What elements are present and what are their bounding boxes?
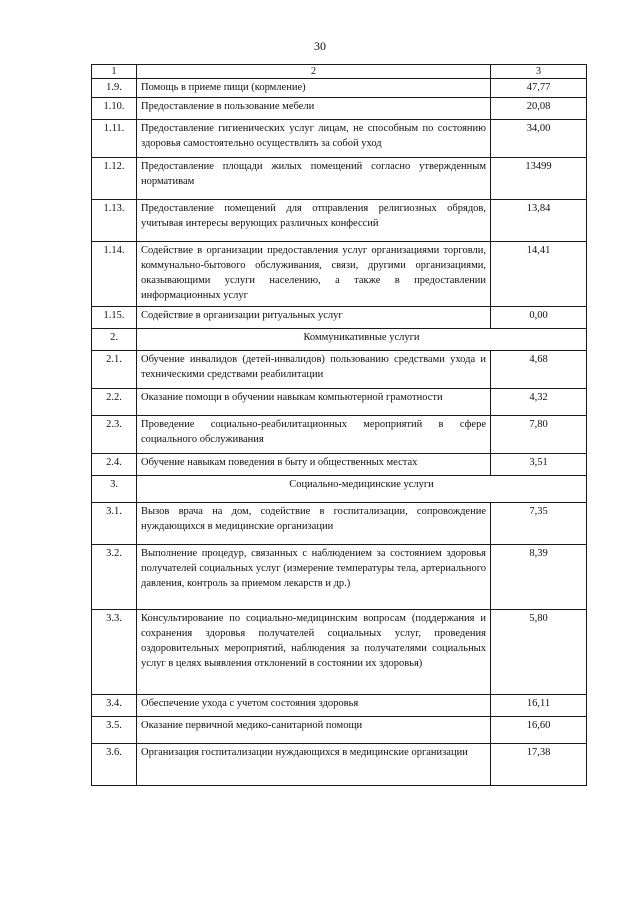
row-number: 1.14. <box>92 242 137 307</box>
table-row <box>92 545 587 610</box>
service-name: Обеспечение ухода с учетом состояния здоровья <box>137 695 491 717</box>
table-row <box>92 695 587 717</box>
table-row <box>92 307 587 329</box>
service-value: 7,35 <box>491 503 587 545</box>
row-number: 3.3. <box>92 610 137 695</box>
section-row <box>92 329 587 351</box>
service-name: Консультирование по социально-медицинским вопросам (поддержания и сохранения здоровья получателей социальных услуг, проведения оздоровительных мероприятий, наблюдения за получателями социальных услуг в целях выявления отклонений в состоянии их здоровья) <box>137 610 491 695</box>
service-name: Обучение навыкам поведения в быту и общественных местах <box>137 454 491 476</box>
service-value: 8,39 <box>491 545 587 610</box>
service-name: Выполнение процедур, связанных с наблюдением за состоянием здоровья получателей социальных услуг (измерение температуры тела, артериального давления, контроль за приемом лекарств и др.) <box>137 545 491 610</box>
row-number: 2.1. <box>92 351 137 389</box>
service-value: 4,68 <box>491 351 587 389</box>
section-row <box>92 476 587 503</box>
table-row <box>92 503 587 545</box>
row-number: 3.2. <box>92 545 137 610</box>
row-number: 1.12. <box>92 158 137 200</box>
section-title: Социально-медицинские услуги <box>137 476 587 503</box>
table-row <box>92 416 587 454</box>
service-name: Обучение инвалидов (детей-инвалидов) пользованию средствами ухода и техническими средствами реабилитации <box>137 351 491 389</box>
row-number: 1.13. <box>92 200 137 242</box>
section-number: 2. <box>92 329 137 351</box>
table-row <box>92 610 587 695</box>
column-header-number: 1 <box>92 65 137 79</box>
table-row <box>92 389 587 416</box>
service-name: Организация госпитализации нуждающихся в медицинские организации <box>137 744 491 786</box>
service-value: 16,11 <box>491 695 587 717</box>
service-name: Оказание помощи в обучении навыкам компьютерной грамотности <box>137 389 491 416</box>
column-header-service: 2 <box>137 65 491 79</box>
service-name: Помощь в приеме пищи (кормление) <box>137 79 491 98</box>
service-name: Вызов врача на дом, содействие в госпитализации, сопровождение нуждающихся в медицинские организации <box>137 503 491 545</box>
service-value: 34,00 <box>491 120 587 158</box>
column-header-value: 3 <box>491 65 587 79</box>
section-number: 3. <box>92 476 137 503</box>
service-name: Предоставление в пользование мебели <box>137 98 491 120</box>
table-row <box>92 242 587 307</box>
row-number: 3.6. <box>92 744 137 786</box>
table-row <box>92 79 587 98</box>
row-number: 1.9. <box>92 79 137 98</box>
row-number: 3.4. <box>92 695 137 717</box>
service-value: 0,00 <box>491 307 587 329</box>
service-name: Предоставление гигиенических услуг лицам, не способным по состоянию здоровья самостоятельно осуществлять за собой уход <box>137 120 491 158</box>
row-number: 2.3. <box>92 416 137 454</box>
service-value: 16,60 <box>491 717 587 744</box>
table-row <box>92 454 587 476</box>
table-row <box>92 158 587 200</box>
service-value: 3,51 <box>491 454 587 476</box>
section-title: Коммуникативные услуги <box>137 329 587 351</box>
row-number: 1.10. <box>92 98 137 120</box>
table-row <box>92 98 587 120</box>
services-tariff-table <box>91 64 587 786</box>
table-row <box>92 120 587 158</box>
page-number: 30 <box>314 39 326 53</box>
service-value: 4,32 <box>491 389 587 416</box>
service-value: 13,84 <box>491 200 587 242</box>
service-value: 5,80 <box>491 610 587 695</box>
row-number: 1.15. <box>92 307 137 329</box>
row-number: 1.11. <box>92 120 137 158</box>
row-number: 2.2. <box>92 389 137 416</box>
service-name: Содействие в организации ритуальных услуг <box>137 307 491 329</box>
service-name: Оказание первичной медико-санитарной помощи <box>137 717 491 744</box>
table-header-row <box>92 65 587 79</box>
service-name: Предоставление помещений для отправления религиозных обрядов, учитывая интересы верующих различных конфессий <box>137 200 491 242</box>
service-value: 20,08 <box>491 98 587 120</box>
service-value: 7,80 <box>491 416 587 454</box>
service-value: 17,38 <box>491 744 587 786</box>
service-name: Проведение социально-реабилитационных мероприятий в сфере социального обслуживания <box>137 416 491 454</box>
service-value: 14,41 <box>491 242 587 307</box>
table-row <box>92 200 587 242</box>
table-row <box>92 717 587 744</box>
row-number: 2.4. <box>92 454 137 476</box>
service-name: Предоставление площади жилых помещений согласно утвержденным нормативам <box>137 158 491 200</box>
table-row <box>92 744 587 786</box>
service-name: Содействие в организации предоставления услуг организациями торговли, коммунально-бытового обслуживания, связи, другими организациями, оказывающими услуги населению, а также в предоставлении информационных услуг <box>137 242 491 307</box>
table-row <box>92 351 587 389</box>
service-value: 13499 <box>491 158 587 200</box>
row-number: 3.1. <box>92 503 137 545</box>
row-number: 3.5. <box>92 717 137 744</box>
service-value: 47,77 <box>491 79 587 98</box>
